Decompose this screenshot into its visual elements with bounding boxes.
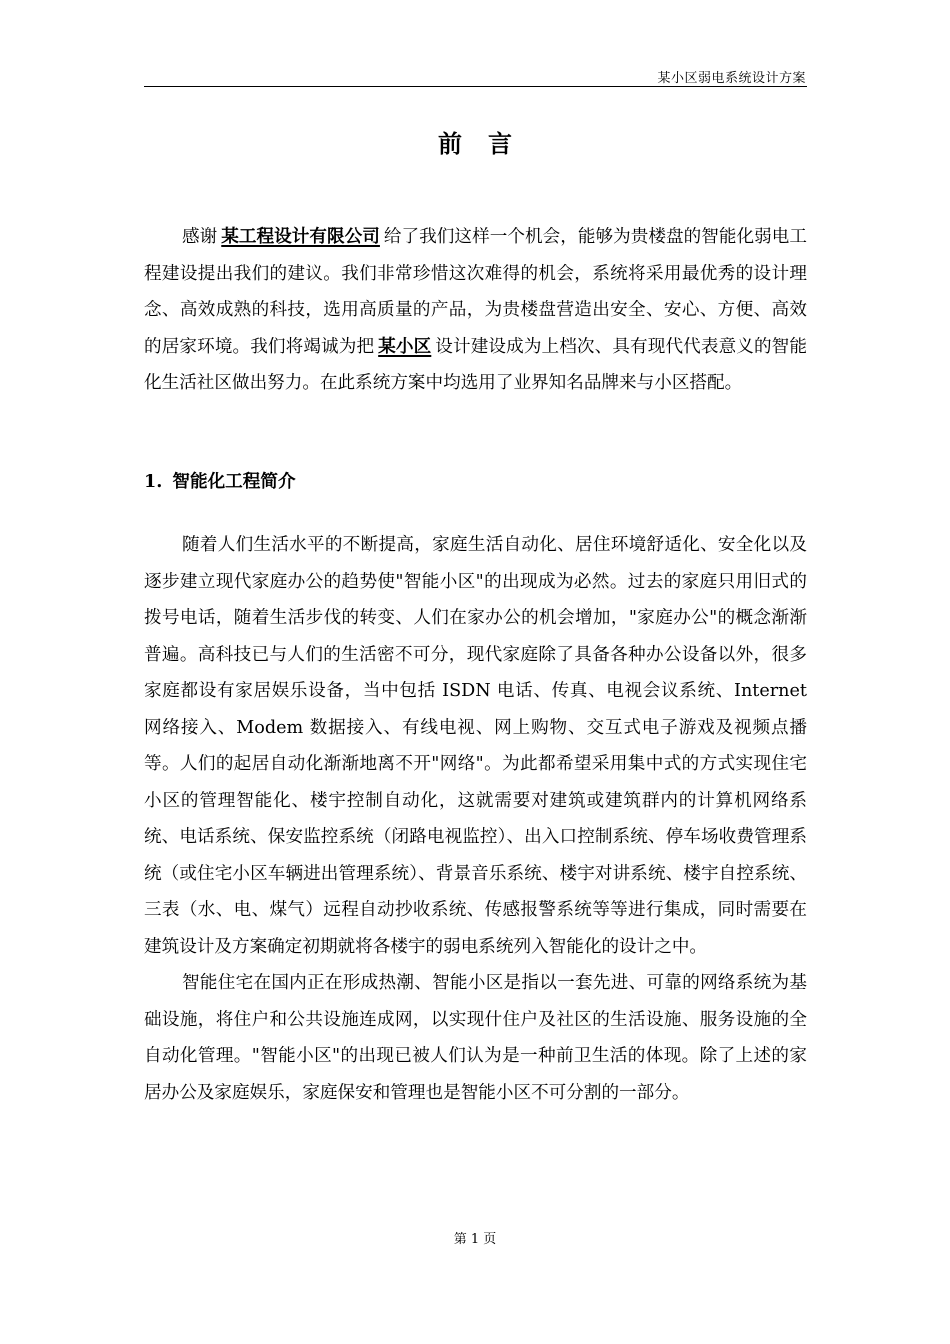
section-number: 1.	[144, 471, 163, 492]
intro-text-3: 设计建设成为上档次、具有现代代表意义的智能化生活社区做出努力。在此系统方案中均选用了业界知名品牌来与小区搭配。	[144, 336, 807, 393]
section-paragraph-1: 随着人们生活水平的不断提高，家庭生活自动化、居住环境舒适化、安全化以及逐步建立现代家庭办公的趋势使"智能小区"的出现成为必然。过去的家庭只用旧式的拨号电话，随着生活步伐的转变、人们在家办公的机会增加，"家庭办公"的概念渐渐普遍。高科技已与人们的生活密不可分，现代家庭除了具备各种办公设备以外，很多家庭都设有家居娱乐设备，当中包括 ISDN 电话、传真、电视会议系统、Internet 网络接入、Modem 数据接入、有线电视、网上购物、交互式电子游戏及视频点播等。人们的起居自动化渐渐地离不开"网络"。为此都希望采用集中式的方式实现住宅小区的管理智能化、楼宇控制自动化，这就需要对建筑或建筑群内的计算机网络系统、电话系统、保安监控系统（闭路电视监控）、出入口控制系统、停车场收费管理系统（或住宅小区车辆进出管理系统）、背景音乐系统、楼宇对讲系统、楼宇自控系统、三表（水、电、煤气）远程自动抄收系统、传感报警系统等等进行集成，同时需要在建筑设计及方案确定初期就将各楼宇的弱电系统列入智能化的设计之中。	[144, 535, 807, 957]
section-paragraph-2: 智能住宅在国内正在形成热潮、智能小区是指以一套先进、可靠的网络系统为基础设施，将住户和公共设施连成网，以实现什住户及社区的生活设施、服务设施的全自动化管理。"智能小区"的出现已被人们认为是一种前卫生活的体现。除了上述的家居办公及家庭娱乐，家庭保安和管理也是智能小区不可分割的一部分。	[144, 973, 807, 1103]
intro-block	[144, 219, 807, 402]
intro-text-1: 感谢	[182, 227, 218, 247]
section-title: 智能化工程简介	[172, 471, 296, 492]
company-name: 某工程设计有限公司	[221, 226, 380, 247]
page-number: 第 1 页	[453, 1232, 497, 1247]
intro-paragraph	[144, 219, 807, 402]
section-heading	[144, 468, 296, 493]
community-name: 某小区	[378, 335, 432, 357]
section-body	[144, 527, 807, 1111]
intro-text-2: 给了我们这样一个机会，能够为贵楼盘的智能化弱电工程建设提出我们的建议。我们非常珍惜这次难得的机会，系统将采用最优秀的设计理念、高效成熟的科技，选用高质量的产品，为贵楼盘营造出安全、安心、方便、高效的居家环境。我们将竭诚为把	[144, 227, 807, 357]
header-rule	[144, 86, 807, 87]
running-header: 某小区弱电系统设计方案	[657, 71, 806, 86]
page-title: 前言	[438, 129, 538, 158]
